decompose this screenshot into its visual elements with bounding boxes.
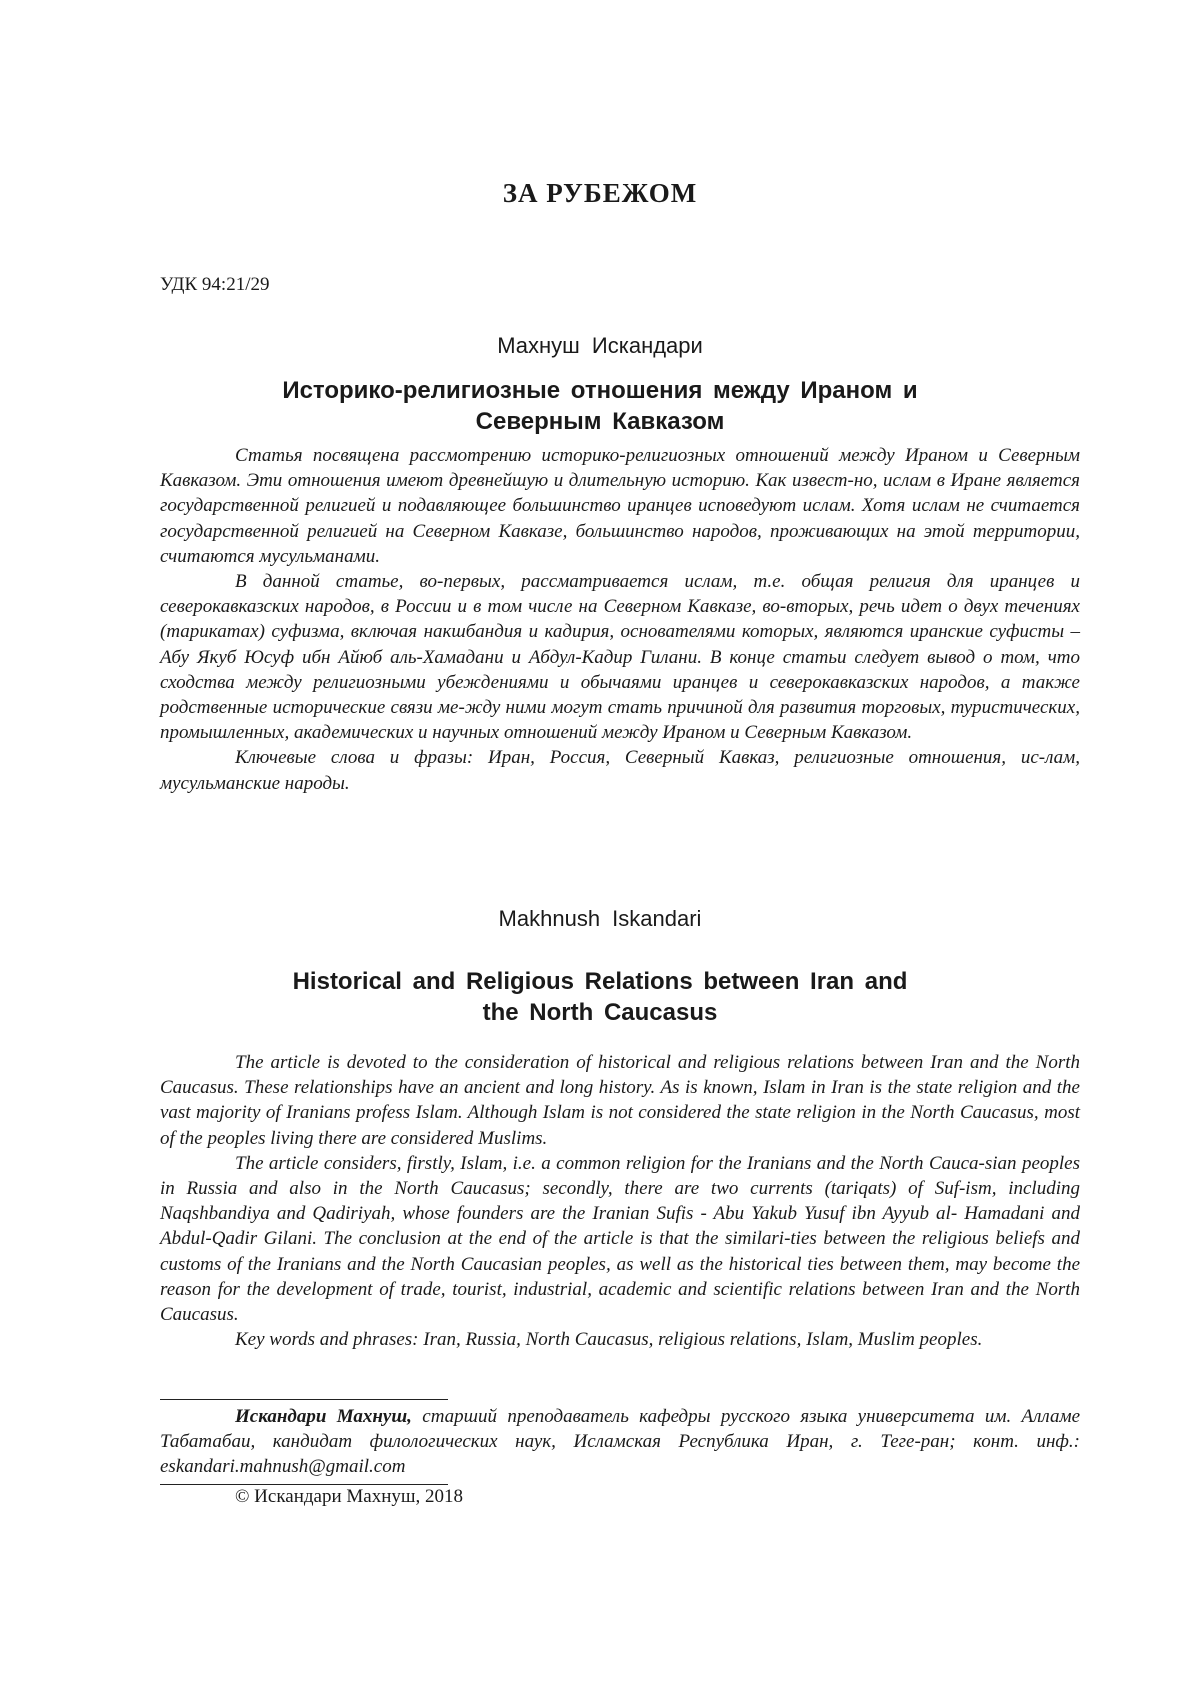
copyright-notice: © Искандари Махнуш, 2018 — [235, 1486, 464, 1507]
article-title-ru-line2: Северным Кавказом — [475, 408, 725, 435]
article-title-en-line1: Historical and Religious Relations between Iran and — [292, 968, 908, 995]
abstract-ru-paragraph: В данной статье, во-первых, рассматривается ислам, т.е. общая религия для иранцев и северокавказских народов, в России и в том числе на Северном Кавказе, во-вторых, речь идет о двух течениях (тарикатах) суфизма, включая накшбандия и кадирия, основателями которых, являются иранские суфисты – Абу Якуб Юсуф ибн Айюб аль-Хамадани и Абдул-Кадир Гилани. В конце статьи следует вывод о том, что сходства между религиозными убеждениями и обычаями иранцев и северокавказских народов, а также родственные исторические связи ме-жду ними могут стать причиной для развития торговых, туристических, промышленных, академических и научных отношений между Ираном и Северным Кавказом. — [160, 571, 1080, 744]
abstract-en-paragraph: The article is devoted to the consideration of historical and religious relations between Iran and the North Caucasus. These relationships have an ancient and long history. As is known, Islam in Iran is the state religion and the vast majority of Iranians profess Islam. Although Islam is not considered the state religion in the North Caucasus, most of the peoples living there are considered Muslims. — [160, 1052, 1080, 1149]
article-title-ru-line1: Историко-религиозные отношения между Ираном и — [282, 377, 918, 404]
article-title-en — [160, 966, 1040, 1028]
author-name-ru: Махнуш Искандари — [497, 333, 703, 358]
abstract-en-paragraph: The article considers, firstly, Islam, i.e. a common religion for the Iranians and the North Cauca-sian peoples in Russia and also in the North Caucasus; secondly, there are two currents (tariqats) of Suf-ism, including Naqshbandiya and Qadiriyah, whose founders are the Iranian Sufis - Abu Yakub Yusuf ibn Ayyub al- Hamadani and Abdul-Qadir Gilani. The conclusion at the end of the article is that the similari-ties between the religious beliefs and customs of the Iranians and the North Caucasian peoples, as well as the historical ties between them, may become the reason for the development of trade, tourist, industrial, academic and scientific relations between Iran and the North Caucasus. — [160, 1152, 1080, 1326]
section-heading: ЗА РУБЕЖОМ — [502, 178, 698, 208]
keywords-en: Key words and phrases: Iran, Russia, North Caucasus, religious relations, Islam, Muslim peoples. — [235, 1329, 983, 1351]
footnote-author-details: старший преподаватель кафедры русского языка университета им. Алламе Табатабаи, кандидат филологических наук, Исламская Республика Иран, г. Теге-ран; конт. инф.: eskandari.mahnush@gmail.com — [160, 1406, 1081, 1478]
copyright-divider — [160, 1484, 448, 1485]
footnote-author-name: Искандари Махнуш, — [235, 1406, 412, 1427]
author-footnote-text — [160, 1404, 1080, 1480]
author-footnote — [160, 1404, 1080, 1480]
abstract-ru-paragraph: Статья посвящена рассмотрению историко-религиозных отношений между Ираном и Северным Кавказом. Эти отношения имеют древнейшую и длительную историю. Как извест-но, ислам в Иране является государственной религией и подавляющее большинство иранцев исповедуют ислам. Хотя ислам не считается государственной религией на Северном Кавказе, большинство народов, проживающих на этой территории, считаются мусульманами. — [160, 445, 1080, 567]
udk-code: УДК 94:21/29 — [160, 274, 270, 295]
article-title-ru — [160, 375, 1040, 437]
keywords-ru: Ключевые слова и фразы: Иран, Россия, Северный Кавказ, религиозные отношения, ис-лам, мусульманские народы. — [160, 747, 1080, 794]
author-name-en: Makhnush Iskandari — [498, 906, 702, 931]
abstract-ru — [160, 443, 1080, 796]
footnote-divider — [160, 1399, 448, 1400]
abstract-en — [160, 1050, 1080, 1352]
article-title-en-line2: the North Caucasus — [482, 999, 718, 1026]
